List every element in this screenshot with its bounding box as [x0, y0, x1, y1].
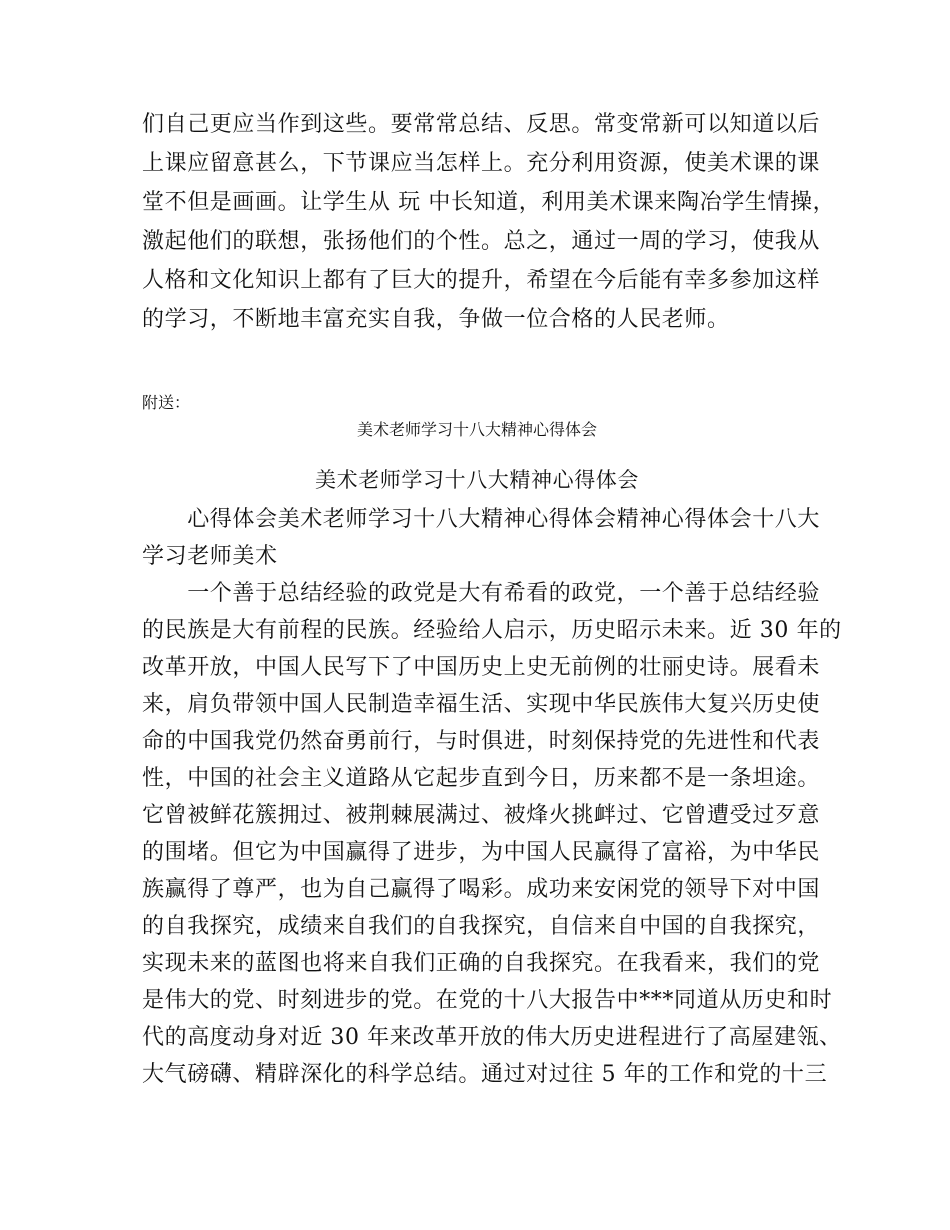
body-line: 的民族是大有前程的民族。经验给人启示，历史昭示未来。近 30 年的 — [142, 618, 842, 643]
paragraph-line: 上课应留意甚么，下节课应当怎样上。充分利用资源，使美术课的课 — [142, 151, 821, 176]
body-line: 大气磅礴、精辟深化的科学总结。通过对过往 5 年的工作和党的十三 — [142, 1062, 828, 1087]
body-line: 一个善于总结经验的政党是大有希看的政党，一个善于总结经验 — [142, 581, 821, 606]
paragraph-line: 堂不但是画画。让学生从 玩 中长知道，利用美术课来陶冶学生情操， — [142, 190, 836, 215]
body-line: 来，肩负带领中国人民制造幸福生活、实现中华民族伟大复兴历史使 — [142, 692, 821, 717]
body-line: 它曾被鲜花簇拥过、被荆棘展满过、被烽火挑衅过、它曾遭受过歹意 — [142, 803, 821, 828]
body-line: 代的高度动身对近 30 年来改革开放的伟大历史进程进行了高屋建瓴、 — [142, 1025, 842, 1050]
keywords-line: 心得体会美术老师学习十八大精神心得体会精神心得体会十八大 — [142, 507, 821, 532]
appendix-title: 美术老师学习十八大精神心得体会 — [356, 420, 597, 439]
paragraph-line: 人格和文化知识上都有了巨大的提升，希望在今后能有幸多参加这样 — [142, 268, 821, 293]
body-line: 族赢得了尊严，也为自己赢得了喝彩。成功来安闲党的领导下对中国 — [142, 877, 821, 902]
article-title: 美术老师学习十八大精神心得体会 — [315, 468, 639, 492]
body-line: 实现未来的蓝图也将来自我们正确的自我探究。在我看来，我们的党 — [142, 951, 821, 976]
body-line: 的自我探究，成绩来自我们的自我探究，自信来自中国的自我探究， — [142, 914, 821, 939]
appendix-label: 附送： — [142, 393, 191, 412]
body-line: 的围堵。但它为中国赢得了进步，为中国人民赢得了富裕，为中华民 — [142, 840, 821, 865]
body-line: 是伟大的党、时刻进步的党。在党的十八大报告中***同道从历史和时 — [142, 988, 833, 1013]
body-line: 性，中国的社会主义道路从它起步直到今日，历来都不是一条坦途。 — [142, 766, 821, 791]
paragraph-line: 的学习，不断地丰富充实自我，争做一位合格的人民老师。 — [142, 307, 730, 332]
body-line: 改革开放，中国人民写下了中国历史上史无前例的壮丽史诗。展看未 — [142, 655, 821, 680]
keywords-line: 学习老师美术 — [142, 544, 278, 569]
body-line: 命的中国我党仍然奋勇前行，与时俱进，时刻保持党的先进性和代表 — [142, 729, 821, 754]
paragraph-line: 激起他们的联想，张扬他们的个性。总之，通过一周的学习，使我从 — [142, 229, 821, 254]
paragraph-line: 们自己更应当作到这些。要常常总结、反思。常变常新可以知道以后 — [142, 112, 821, 137]
